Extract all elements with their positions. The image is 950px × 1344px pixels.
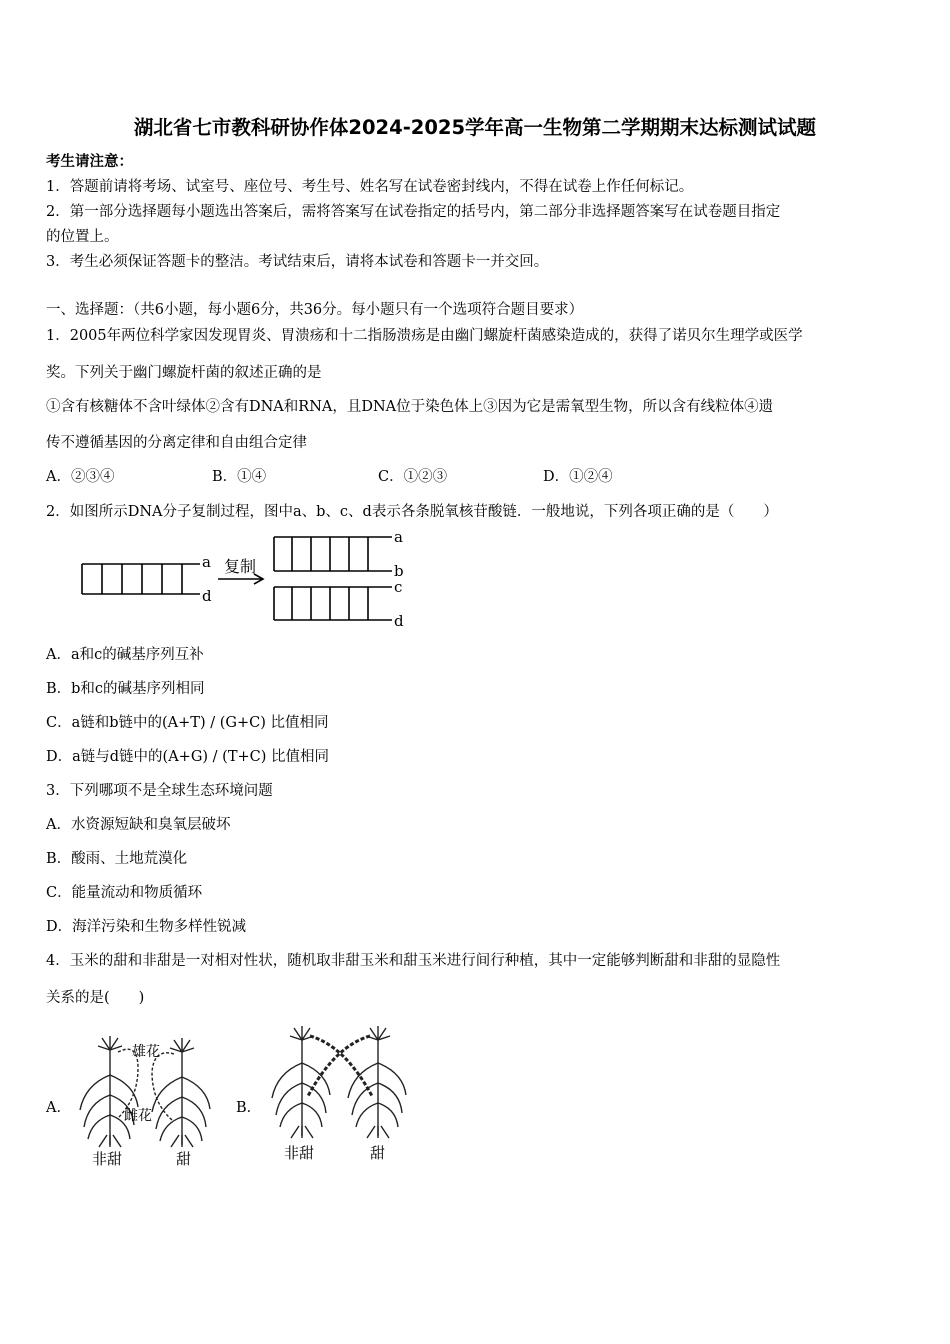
exam-title: 湖北省七市教科研协作体2024-2025学年高一生物第二学期期末达标测试试题 bbox=[133, 116, 817, 139]
q4-option-a-letter: A． bbox=[46, 1100, 71, 1116]
label-d-right: d bbox=[394, 612, 404, 630]
notice-heading: 考生请注意： bbox=[46, 153, 133, 170]
male-flower-label: 雄花 bbox=[132, 1044, 160, 1060]
arrow-label: 复制 bbox=[224, 557, 257, 576]
label-b-right: b bbox=[394, 562, 404, 580]
label-c-right: c bbox=[394, 578, 403, 596]
q2-option-b: B．b和c的碱基序列相同 bbox=[46, 681, 205, 697]
q3-option-a: A．水资源短缺和臭氧层破坏 bbox=[46, 817, 231, 833]
q1-stem: 奖。下列关于幽门螺旋杆菌的叙述正确的是 bbox=[46, 365, 322, 381]
q1-option-b: B．①④ bbox=[212, 469, 267, 485]
corn-figure-a bbox=[70, 1030, 230, 1170]
non-sweet-label: 非甜 bbox=[92, 1150, 123, 1168]
q1-option-d: D．①②④ bbox=[543, 469, 613, 485]
q3-option-d: D．海洋污染和生物多样性锐减 bbox=[46, 919, 247, 935]
q1-statements: ①含有核糖体不含叶绿体②含有DNA和RNA，且DNA位于染色体上③因为它是需氧型生物，所以含有线粒体④遗 bbox=[46, 399, 774, 415]
sweet-label: 甜 bbox=[370, 1144, 386, 1162]
section-heading: 一、选择题：（共6小题，每小题6分，共36分。每小题只有一个选项符合题目要求） bbox=[46, 302, 584, 318]
dna-replication-figure bbox=[76, 526, 416, 632]
q1-option-a: A．②③④ bbox=[46, 469, 115, 485]
notice-item: 的位置上。 bbox=[46, 229, 119, 245]
q2-option-c: C．a链和b链中的(A+T) / (G+C) 比值相同 bbox=[46, 715, 329, 731]
q3-option-c: C．能量流动和物质循环 bbox=[46, 885, 203, 901]
q4-stem: 关系的是( ) bbox=[46, 990, 145, 1006]
label-a-right: a bbox=[394, 528, 403, 546]
notice-item: 1．答题前请将考场、试室号、座位号、考生号、姓名写在试卷密封线内，不得在试卷上作任何标记。 bbox=[46, 179, 694, 195]
label-d-left: d bbox=[202, 587, 212, 605]
q4-option-b-letter: B． bbox=[236, 1100, 262, 1116]
sweet-label: 甜 bbox=[176, 1150, 192, 1168]
q2-stem: 2．如图所示DNA分子复制过程，图中a、b、c、d表示各条脱氧核苷酸链．一般地说，下列各项正确的是（ ） bbox=[46, 504, 778, 520]
q3-stem: 3．下列哪项不是全球生态环境问题 bbox=[46, 783, 273, 799]
label-a-left: a bbox=[202, 553, 211, 571]
notice-item: 3．考生必须保证答题卡的整洁。考试结束后，请将本试卷和答题卡一并交回。 bbox=[46, 254, 549, 270]
q1-option-c: C．①②③ bbox=[378, 469, 448, 485]
q3-option-b: B．酸雨、土地荒漠化 bbox=[46, 851, 188, 867]
q4-stem: 4．玉米的甜和非甜是一对相对性状，随机取非甜玉米和甜玉米进行间行种植，其中一定能够判断甜和非甜的显隐性 bbox=[46, 953, 781, 969]
notice-item: 2．第一部分选择题每小题选出答案后，需将答案写在试卷指定的括号内，第二部分非选择题答案写在试卷题目指定 bbox=[46, 204, 781, 220]
non-sweet-label: 非甜 bbox=[284, 1144, 315, 1162]
q1-stem: 1．2005年两位科学家因发现胃炎、胃溃疡和十二指肠溃疡是由幽门螺旋杆菌感染造成的，获得了诺贝尔生理学或医学 bbox=[46, 328, 803, 344]
q2-option-a: A．a和c的碱基序列互补 bbox=[46, 647, 204, 663]
corn-figure-b bbox=[264, 1018, 424, 1168]
female-flower-label: 雌花 bbox=[124, 1108, 152, 1124]
q2-option-d: D．a链与d链中的(A+G) / (T+C) 比值相同 bbox=[46, 749, 330, 765]
q1-statements: 传不遵循基因的分离定律和自由组合定律 bbox=[46, 435, 307, 451]
